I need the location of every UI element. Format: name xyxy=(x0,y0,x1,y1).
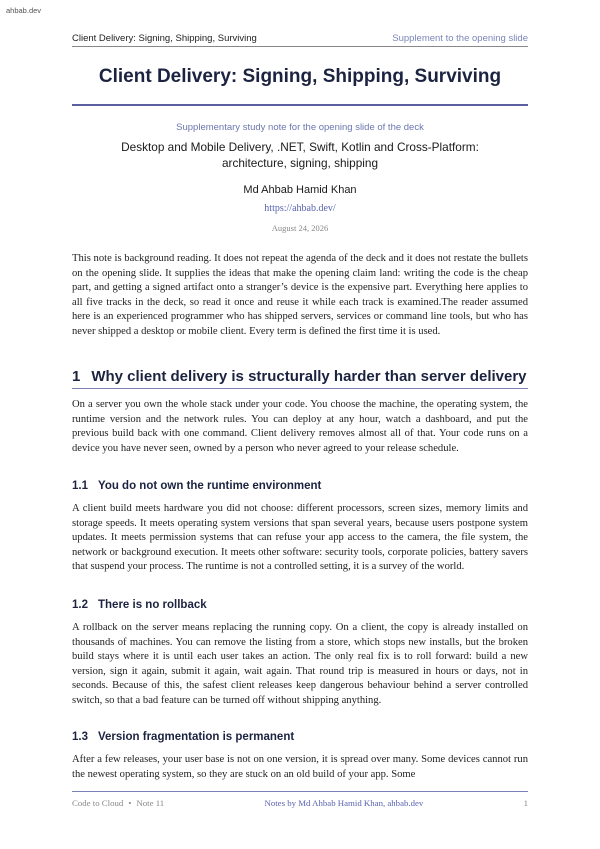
publication-date: August 24, 2026 xyxy=(271,223,329,233)
subsection-1-3-paragraph: After a few releases, your user base is not on one version, it is spread over many. Some devices cannot run the newest operating system, so they are stuck on an old build of your app. Some xyxy=(72,754,528,780)
subsection-heading-1-2 xyxy=(72,599,528,611)
page-title: Client Delivery: Signing, Shipping, Surviving xyxy=(98,66,502,87)
footer-note-number: Note 11 xyxy=(136,798,165,808)
subsection-number: 1.3 xyxy=(72,731,88,743)
author-website-link[interactable]: https://ahbab.dev/ xyxy=(264,203,336,214)
subtitle-caption: Supplementary study note for the opening slide of the deck xyxy=(176,122,424,133)
page-number: 1 xyxy=(523,798,528,808)
footer-bullet: • xyxy=(128,798,132,808)
subsection-heading-1-1 xyxy=(72,480,528,492)
running-header xyxy=(72,33,528,47)
subtitle: Desktop and Mobile Delivery, .NET, Swift, Kotlin and Cross-Platform: architecture, signing, shipping xyxy=(121,140,479,170)
intro-paragraph: This note is background reading. It does not repeat the agenda of the deck and it does not restate the bullets on the opening slide. It supplies the ideas that make the opening claim land: writing the code is the cheap part, and getting a signed artifact onto a stranger’s device is the expensive part. Everything here applies to all five tracks in the deck, so read it once and reuse it while each track is examined.The reader assumed here is an experienced programmer who has shipped servers, services or command line tools, but who has never shipped a desktop or mobile client. Every term is defined the first time it is used. xyxy=(72,253,528,337)
footer-series-name: Code to Cloud xyxy=(72,798,124,808)
footer-credit: Notes by Md Ahbab Hamid Khan, ahbab.dev xyxy=(264,798,424,808)
running-header-title: Client Delivery: Signing, Shipping, Surviving xyxy=(72,33,257,44)
section-1-paragraph: On a server you own the whole stack under your code. You choose the machine, the operating system, the runtime version and the network rules. You can deploy at any hour, watch a dashboard, and put the previous build back with one command. Client delivery removes almost all of that. Your code runs on a device you have never seen, owned by a person who never agreed to your release schedule. xyxy=(72,399,528,454)
subsection-number: 1.1 xyxy=(72,480,88,492)
subsection-number: 1.2 xyxy=(72,599,88,611)
watermark-logo: ahbab.dev xyxy=(6,6,42,15)
footer-series xyxy=(72,798,164,808)
title-divider xyxy=(72,104,528,106)
running-header-note: Supplement to the opening slide xyxy=(392,33,528,44)
section-title: Why client delivery is structurally harder than server delivery xyxy=(91,368,527,385)
subsection-1-1-paragraph: A client build meets hardware you did not choose: different processors, screen sizes, memory limits and storage speeds. It meets operating system versions that span several years, because users postpone system updates. It meets permission systems that can refuse your app access to the camera, the file system, the network or background execution. It meets other software: security tools, corporate policies, battery savers that suspend your process. The runtime is not a controlled setting, it is a survey of the world. xyxy=(72,503,528,573)
subsection-title: There is no rollback xyxy=(98,599,207,611)
page-footer xyxy=(72,798,528,808)
section-heading-1 xyxy=(72,368,528,389)
subsection-title: You do not own the runtime environment xyxy=(98,480,322,492)
footer-divider xyxy=(72,791,528,792)
subsection-heading-1-3 xyxy=(72,731,528,743)
subsection-title: Version fragmentation is permanent xyxy=(98,731,295,743)
author-name: Md Ahbab Hamid Khan xyxy=(243,184,357,196)
subsection-1-2-paragraph: A rollback on the server means replacing the running copy. On a client, the copy is already installed on thousands of machines. You can remove the listing from a store, which stops new installs, but the broken build stays where it is until each user takes an action. The only real fix is to roll forward: build a new version, sign it again, submit it again, wait again. That round trip is measured in hours or days, not in seconds. Because of this, the safest client releases keep dangerous behaviour behind a server controlled switch, so that a bad feature can be turned off without shipping anything. xyxy=(72,622,528,706)
section-number: 1 xyxy=(72,368,81,385)
